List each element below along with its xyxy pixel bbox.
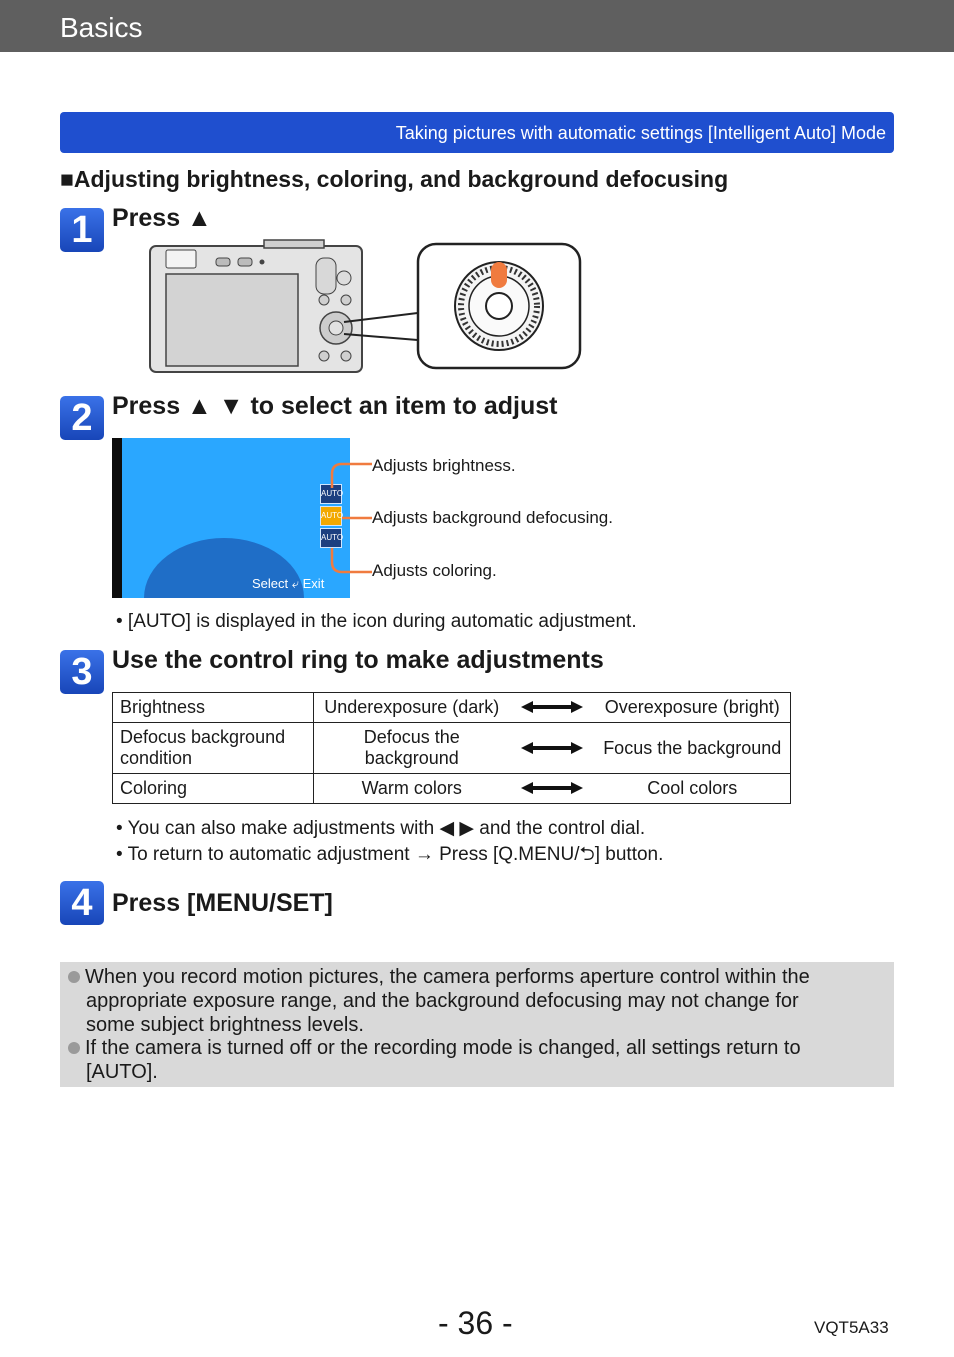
- double-arrow-icon: [510, 723, 595, 774]
- callout-defocusing: Adjusts background defocusing.: [372, 508, 613, 527]
- brightness-icon: AUTO: [320, 484, 342, 504]
- step-3-title: Use the control ring to make adjustments: [112, 646, 604, 674]
- section-banner-text: Taking pictures with automatic settings [Intelligent Auto] Mode: [395, 123, 886, 143]
- callout-coloring: Adjusts coloring.: [372, 561, 497, 580]
- step-1-title: Press ▲: [112, 204, 212, 232]
- section-banner: [60, 112, 894, 153]
- row-right-value: Focus the background: [595, 723, 791, 774]
- info-text: If the camera is turned off or the recording mode is changed, all settings return to: [85, 1037, 801, 1059]
- page-category: Basics: [60, 12, 143, 43]
- callout-leaders: [330, 460, 374, 580]
- row-right-value: Cool colors: [595, 774, 791, 804]
- camera-screen: [112, 438, 350, 598]
- table-row: [113, 774, 791, 804]
- document-code: VQT5A33: [814, 1318, 889, 1337]
- info-text: [AUTO].: [86, 1061, 158, 1083]
- auto-note: • [AUTO] is displayed in the icon during automatic adjustment.: [116, 611, 637, 632]
- adjustment-table: [112, 692, 791, 804]
- table-row: [113, 693, 791, 723]
- section-heading: ■Adjusting brightness, coloring, and background defocusing: [60, 166, 729, 192]
- info-text: When you record motion pictures, the camera performs aperture control within the: [85, 966, 810, 988]
- row-right-value: Overexposure (bright): [595, 693, 791, 723]
- row-label: Defocus background condition: [113, 723, 314, 774]
- control-dial-note: • You can also make adjustments with ◀ ▶ and the control dial.: [116, 818, 646, 839]
- table-row: [113, 723, 791, 774]
- top-bar: [0, 0, 954, 52]
- coloring-icon: AUTO: [320, 528, 342, 548]
- row-left-value: Warm colors: [314, 774, 510, 804]
- step-1-badge: 1: [60, 208, 104, 252]
- step-4-title: Press [MENU/SET]: [112, 889, 333, 917]
- info-text: some subject brightness levels.: [86, 1014, 364, 1036]
- auto-return-note: • To return to automatic adjustment → Press [Q.MENU/⮌] button.: [116, 844, 664, 865]
- row-label: Coloring: [113, 774, 314, 804]
- bullet-icon: [68, 971, 80, 983]
- callout-brightness: Adjusts brightness.: [372, 456, 516, 475]
- step-2-badge: 2: [60, 396, 104, 440]
- info-item-1: [68, 966, 810, 989]
- defocus-icon: AUTO: [320, 506, 342, 526]
- row-left-value: Defocus the background: [314, 723, 510, 774]
- info-item-2: [68, 1037, 801, 1060]
- page-number: - 36 -: [438, 1305, 513, 1341]
- row-left-value: Underexposure (dark): [314, 693, 510, 723]
- step-2-title: Press ▲ ▼ to select an item to adjust: [112, 392, 558, 420]
- step-4-badge: 4: [60, 881, 104, 925]
- row-label: Brightness: [113, 693, 314, 723]
- double-arrow-icon: [510, 774, 595, 804]
- bullet-icon: [68, 1042, 80, 1054]
- screen-hint: Select ⤶ Exit: [252, 576, 325, 591]
- info-box: [60, 962, 894, 1087]
- info-text: appropriate exposure range, and the background defocusing may not change for: [86, 990, 799, 1012]
- double-arrow-icon: [510, 693, 595, 723]
- step-3-badge: 3: [60, 650, 104, 694]
- camera-illustration: [146, 238, 586, 376]
